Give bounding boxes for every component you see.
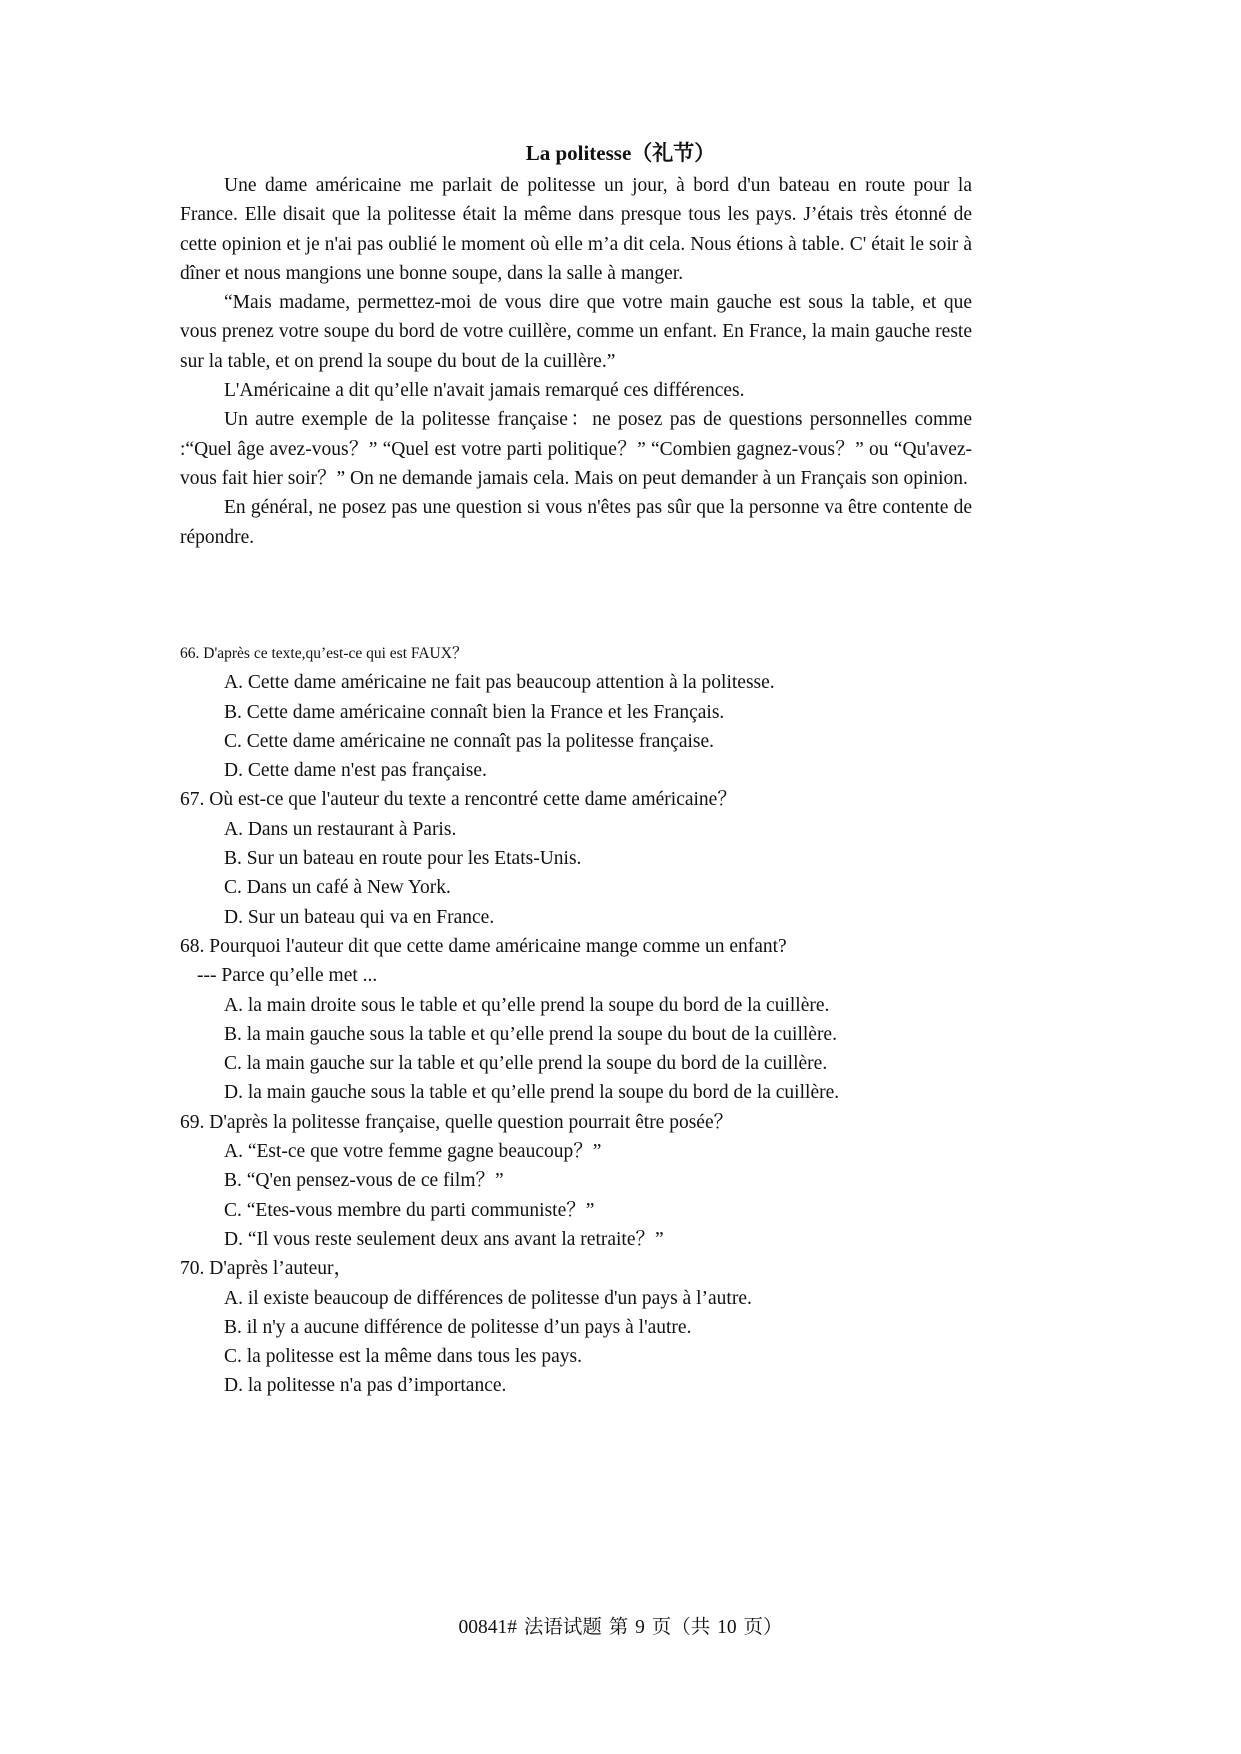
answer-option: C. Dans un café à New York. xyxy=(224,877,451,899)
answer-option: A. il existe beaucoup de différences de politesse d'un pays à l’autre. xyxy=(224,1287,752,1309)
answer-option: C. “Etes-vous membre du parti communiste？” xyxy=(224,1199,595,1221)
question-stem: 68. Pourquoi l'auteur dit que cette dame américaine mange comme un enfant? xyxy=(180,935,787,957)
question-stem: 67. Où est-ce que l'auteur du texte a rencontré cette dame américaine？ xyxy=(180,789,737,811)
answer-option: D. “Il vous reste seulement deux ans avant la retraite？” xyxy=(224,1228,664,1250)
answer-option: B. il n'y a aucune différence de politesse d’un pays à l'autre. xyxy=(224,1316,692,1338)
answer-option: B. la main gauche sous la table et qu’elle prend la soupe du bout de la cuillère. xyxy=(224,1023,837,1045)
answer-option: B. Sur un bateau en route pour les Etats-Unis. xyxy=(224,848,582,870)
reading-passage xyxy=(180,171,972,552)
answer-option: D. la main gauche sous la table et qu’elle prend la soupe du bord de la cuillère. xyxy=(224,1082,840,1104)
question-66 xyxy=(180,639,980,785)
page-footer: 00841# 法语试题 第 9 页（共 10 页） xyxy=(458,1617,783,1638)
passage-paragraph: “Mais madame, permettez-moi de vous dire que votre main gauche est sous la table, et que vous prenez votre soupe du bord de votre cuillère, comme un enfant. En France, la main gauche reste sur la table, et on prend la soupe du bout de la cuillère.” xyxy=(180,292,972,372)
passage-paragraph: L'Américaine a dit qu’elle n'avait jamais remarqué ces différences. xyxy=(224,380,745,402)
answer-option: A. la main droite sous le table et qu’elle prend la soupe du bord de la cuillère. xyxy=(224,994,830,1016)
answer-option: D. Cette dame n'est pas française. xyxy=(224,760,487,782)
question-stem: 70. D'après l’auteur， xyxy=(180,1258,353,1280)
passage-paragraph: En général, ne posez pas une question si vous n'êtes pas sûr que la personne va être contente de répondre. xyxy=(180,497,972,548)
question-68 xyxy=(180,932,980,1108)
question-stem: 69. D'après la politesse française, quelle question pourrait être posée？ xyxy=(180,1111,734,1133)
answer-option: B. Cette dame américaine connaît bien la France et les Français. xyxy=(224,701,725,723)
question-stem: 66. D'après ce texte,qu’est-ce qui est FAUX？ xyxy=(180,645,468,662)
question-70 xyxy=(180,1254,980,1400)
answer-option: C. la politesse est la même dans tous les pays. xyxy=(224,1346,582,1368)
answer-option: A. Dans un restaurant à Paris. xyxy=(224,818,457,840)
answer-option: A. Cette dame américaine ne fait pas beaucoup attention à la politesse. xyxy=(224,672,775,694)
answer-option: C. Cette dame américaine ne connaît pas la politesse française. xyxy=(224,730,715,752)
page-title: La politesse（礼节） xyxy=(525,141,716,165)
question-lead: --- Parce qu’elle met ... xyxy=(197,965,378,987)
answer-option: B. “Q'en pensez-vous de ce film？” xyxy=(224,1170,504,1192)
answer-option: C. la main gauche sur la table et qu’elle prend la soupe du bord de la cuillère. xyxy=(224,1053,828,1075)
passage-paragraph: Une dame américaine me parlait de politesse un jour, à bord d'un bateau en route pour la France. Elle disait que la politesse était la même dans presque tous les pays. J’étais très étonné de cette opinion et je n'ai pas oublié le moment où elle m’a dit cela. Nous étions à table. C' était le soir à dîner et nous mangions une bonne soupe, dans la salle à manger. xyxy=(180,175,972,284)
question-67 xyxy=(180,785,980,931)
question-list xyxy=(180,639,980,1401)
passage-paragraph: Un autre exemple de la politesse française：ne posez pas de questions personnelles comme :“Quel âge avez-vous？” “Quel est votre parti politique？” “Combien gagnez-vous？” ou “Qu'avez-vous fait hier soir？” On ne demande jamais cela. Mais on peut demander à un Français son opinion. xyxy=(180,409,972,489)
answer-option: D. la politesse n'a pas d’importance. xyxy=(224,1375,507,1397)
answer-option: D. Sur un bateau qui va en France. xyxy=(224,906,495,928)
answer-option: A. “Est-ce que votre femme gagne beaucoup？” xyxy=(224,1141,602,1163)
question-69 xyxy=(180,1108,980,1254)
